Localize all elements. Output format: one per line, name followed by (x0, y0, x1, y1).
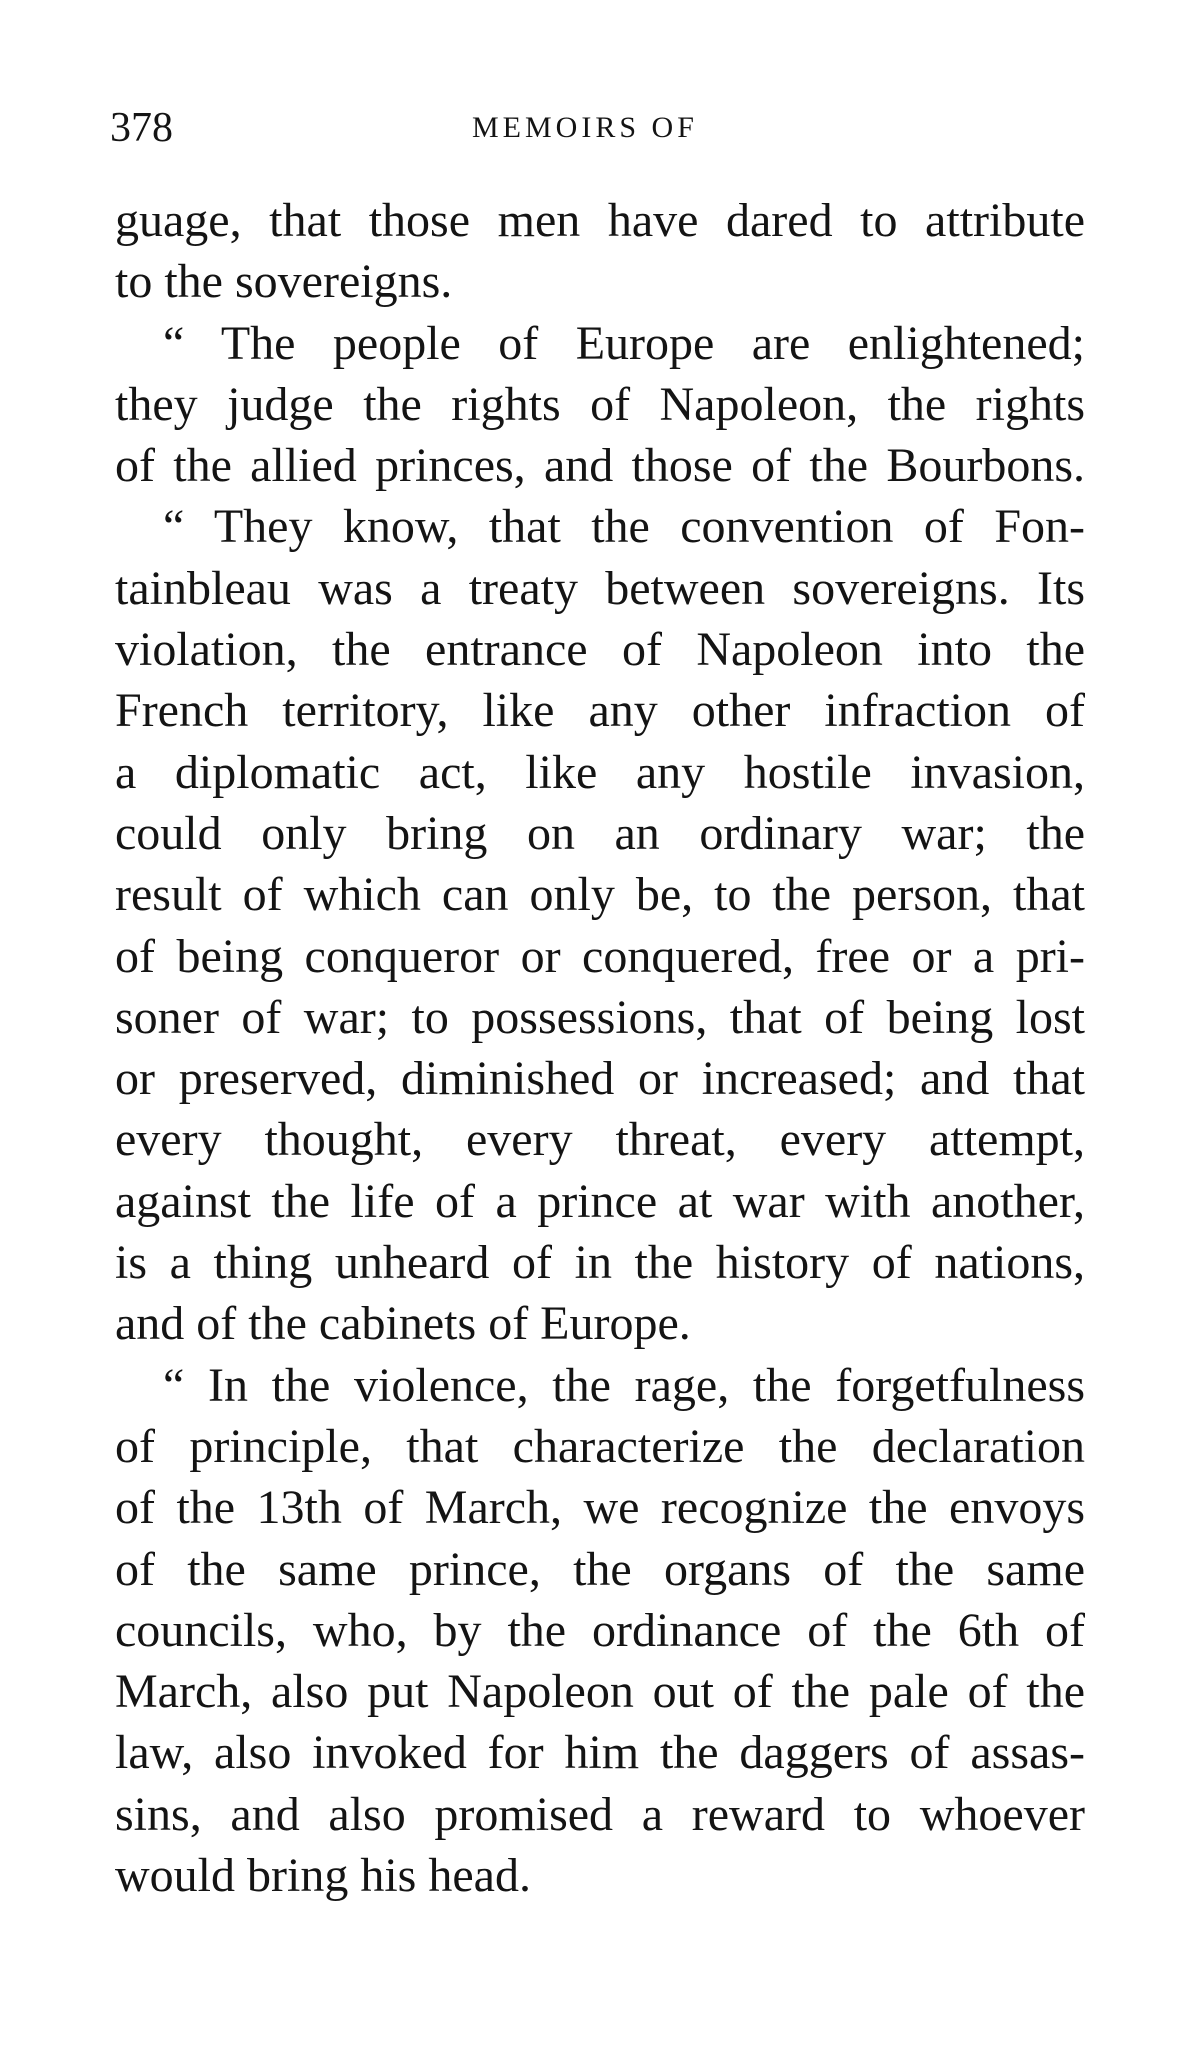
running-title: MEMOIRS OF (472, 111, 698, 144)
text-line: violation, the entrance of Napoleon into the (115, 623, 1085, 677)
text-line: “ In the violence, the rage, the forgetfulness (163, 1358, 1085, 1412)
body-text (115, 190, 1085, 1906)
text-line: “ The people of Europe are enlightened; (163, 316, 1085, 370)
text-line: could only bring on an ordinary war; the (115, 806, 1085, 860)
text-line: they judge the rights of Napoleon, the rights (115, 377, 1085, 431)
text-line: March, also put Napoleon out of the pale of the (115, 1665, 1085, 1719)
text-line: French territory, like any other infraction of (115, 684, 1085, 738)
text-line: would bring his head. (115, 1849, 531, 1903)
text-line: is a thing unheard of in the history of nations, (115, 1236, 1085, 1290)
running-head (110, 98, 1080, 158)
page-number: 378 (110, 105, 173, 151)
text-line: of the allied princes, and those of the Bourbons. (115, 439, 1085, 493)
text-line: to the sovereigns. (115, 255, 453, 309)
text-line: councils, who, by the ordinance of the 6th of (115, 1603, 1085, 1657)
text-line: every thought, every threat, every attempt, (115, 1113, 1085, 1167)
text-line: “ They know, that the convention of Fon- (163, 500, 1085, 554)
text-line: and of the cabinets of Europe. (115, 1297, 691, 1351)
text-line: a diplomatic act, like any hostile invasion, (115, 745, 1085, 799)
text-line: result of which can only be, to the person, that (115, 868, 1085, 922)
text-line: guage, that those men have dared to attribute (115, 194, 1085, 247)
text-line: or preserved, diminished or increased; and that (115, 1052, 1085, 1106)
text-line: of being conqueror or conquered, free or a pri- (115, 929, 1085, 983)
text-line: of the 13th of March, we recognize the envoys (115, 1481, 1085, 1535)
text-line: of principle, that characterize the declaration (115, 1419, 1085, 1473)
text-line: sins, and also promised a reward to whoever (115, 1787, 1085, 1841)
text-line: of the same prince, the organs of the same (115, 1542, 1085, 1596)
text-line: law, also invoked for him the daggers of assas- (115, 1726, 1085, 1780)
text-line: tainbleau was a treaty between sovereigns. Its (115, 561, 1085, 615)
text-line: against the life of a prince at war with another, (115, 1174, 1085, 1228)
text-line: soner of war; to possessions, that of being lost (115, 990, 1085, 1044)
